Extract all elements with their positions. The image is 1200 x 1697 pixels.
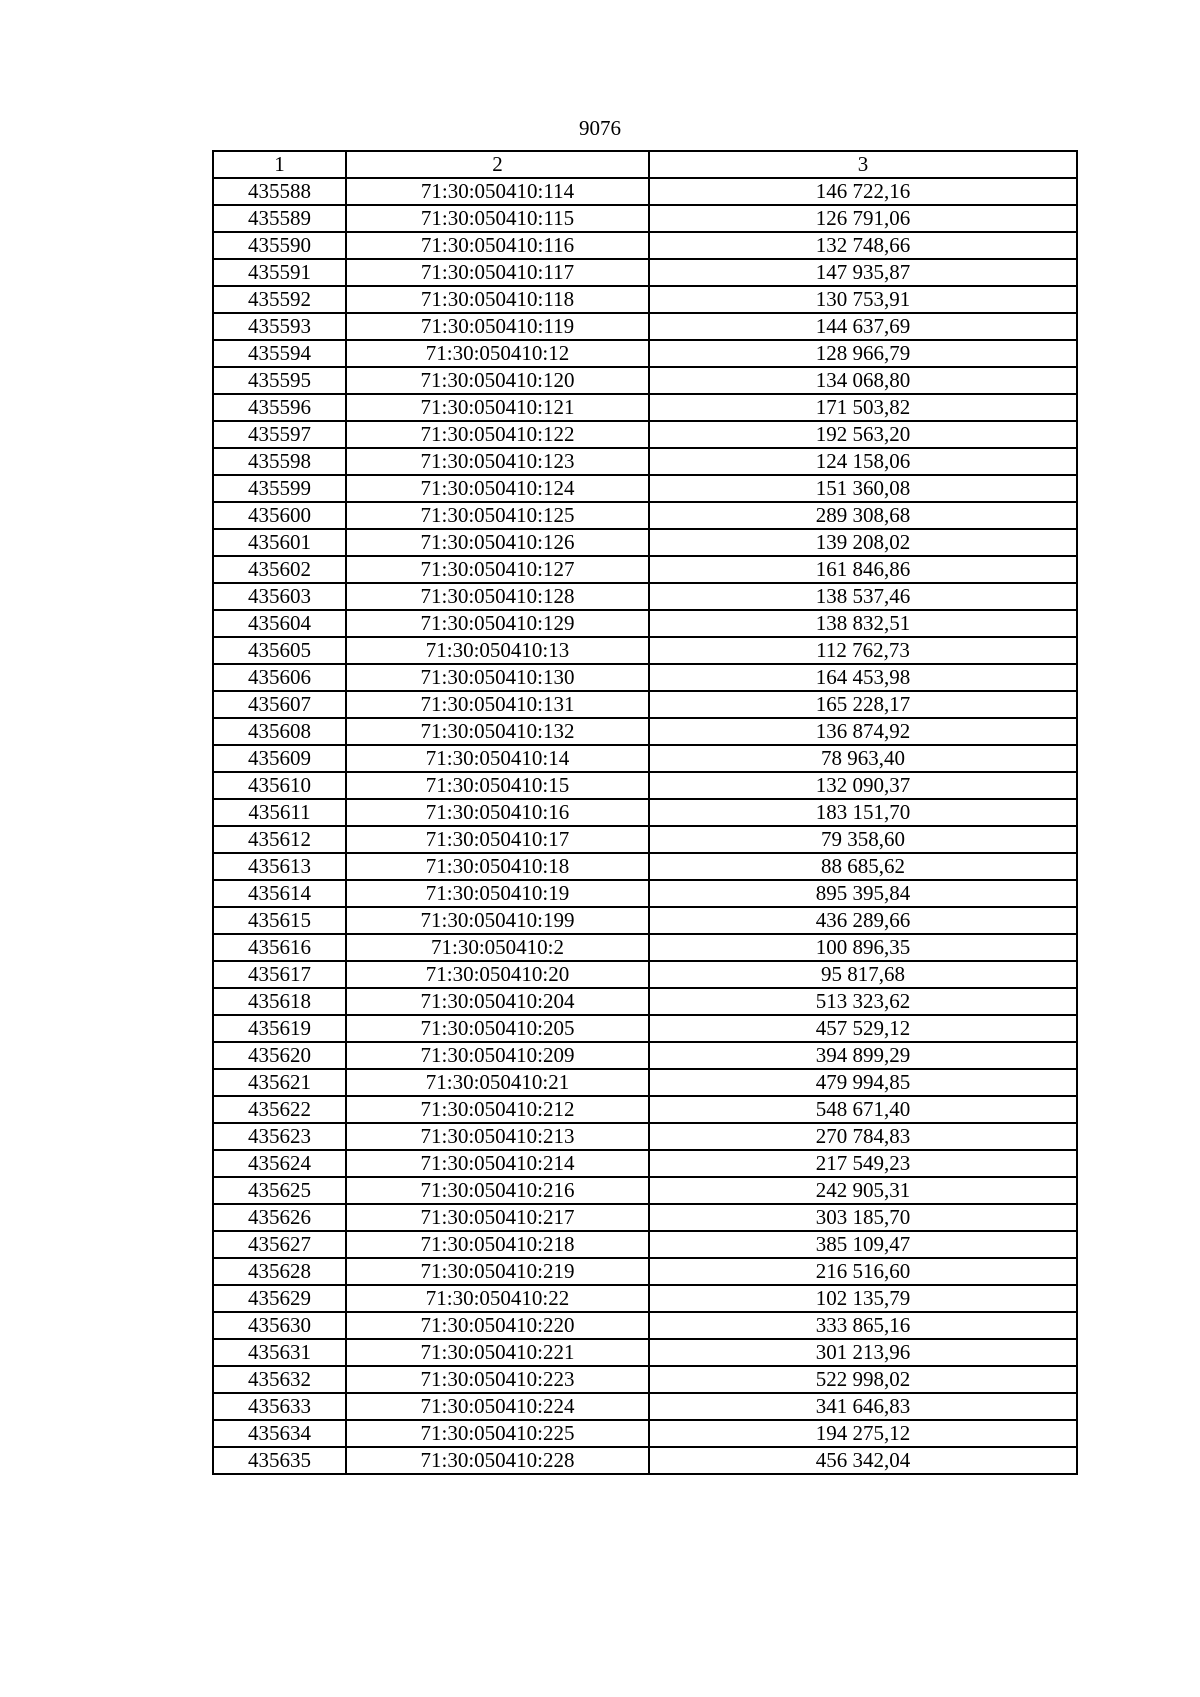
table-row <box>213 178 1077 205</box>
value-cell: 341 646,83 <box>649 1393 1077 1420</box>
cadastral-number-cell: 71:30:050410:115 <box>346 205 649 232</box>
cadastral-number-cell: 71:30:050410:127 <box>346 556 649 583</box>
row-number-cell: 435604 <box>213 610 346 637</box>
cadastral-number-cell: 71:30:050410:121 <box>346 394 649 421</box>
value-cell: 136 874,92 <box>649 718 1077 745</box>
table-row <box>213 961 1077 988</box>
table-row <box>213 1258 1077 1285</box>
table-row <box>213 1123 1077 1150</box>
table-row <box>213 1312 1077 1339</box>
value-cell: 895 395,84 <box>649 880 1077 907</box>
table-row <box>213 205 1077 232</box>
value-cell: 270 784,83 <box>649 1123 1077 1150</box>
table-row <box>213 1042 1077 1069</box>
row-number-cell: 435628 <box>213 1258 346 1285</box>
column-header-2: 2 <box>346 151 649 178</box>
cadastral-number-cell: 71:30:050410:19 <box>346 880 649 907</box>
cadastral-number-cell: 71:30:050410:132 <box>346 718 649 745</box>
table-row <box>213 556 1077 583</box>
table-header <box>213 151 1077 178</box>
row-number-cell: 435608 <box>213 718 346 745</box>
value-cell: 132 090,37 <box>649 772 1077 799</box>
table-row <box>213 988 1077 1015</box>
column-header-3: 3 <box>649 151 1077 178</box>
table-row <box>213 907 1077 934</box>
table-row <box>213 286 1077 313</box>
page-number: 9076 <box>579 116 621 140</box>
row-number-cell: 435592 <box>213 286 346 313</box>
cadastral-number-cell: 71:30:050410:130 <box>346 664 649 691</box>
table-row <box>213 1015 1077 1042</box>
table-row <box>213 421 1077 448</box>
value-cell: 144 637,69 <box>649 313 1077 340</box>
table-row <box>213 1447 1077 1474</box>
cadastral-number-cell: 71:30:050410:122 <box>346 421 649 448</box>
cadastral-number-cell: 71:30:050410:13 <box>346 637 649 664</box>
row-number-cell: 435635 <box>213 1447 346 1474</box>
value-cell: 124 158,06 <box>649 448 1077 475</box>
value-cell: 394 899,29 <box>649 1042 1077 1069</box>
value-cell: 138 537,46 <box>649 583 1077 610</box>
value-cell: 147 935,87 <box>649 259 1077 286</box>
row-number-cell: 435599 <box>213 475 346 502</box>
value-cell: 183 151,70 <box>649 799 1077 826</box>
value-cell: 102 135,79 <box>649 1285 1077 1312</box>
cadastral-number-cell: 71:30:050410:214 <box>346 1150 649 1177</box>
table-row <box>213 583 1077 610</box>
cadastral-number-cell: 71:30:050410:18 <box>346 853 649 880</box>
value-cell: 100 896,35 <box>649 934 1077 961</box>
table-row <box>213 880 1077 907</box>
table-row <box>213 799 1077 826</box>
header-row <box>213 151 1077 178</box>
table-row <box>213 637 1077 664</box>
cadastral-number-cell: 71:30:050410:224 <box>346 1393 649 1420</box>
row-number-cell: 435612 <box>213 826 346 853</box>
value-cell: 138 832,51 <box>649 610 1077 637</box>
table-row <box>213 367 1077 394</box>
cadastral-number-cell: 71:30:050410:120 <box>346 367 649 394</box>
row-number-cell: 435630 <box>213 1312 346 1339</box>
value-cell: 513 323,62 <box>649 988 1077 1015</box>
table-row <box>213 1231 1077 1258</box>
row-number-cell: 435611 <box>213 799 346 826</box>
row-number-cell: 435624 <box>213 1150 346 1177</box>
row-number-cell: 435623 <box>213 1123 346 1150</box>
value-cell: 522 998,02 <box>649 1366 1077 1393</box>
cadastral-number-cell: 71:30:050410:125 <box>346 502 649 529</box>
value-cell: 303 185,70 <box>649 1204 1077 1231</box>
table-row <box>213 1177 1077 1204</box>
row-number-cell: 435591 <box>213 259 346 286</box>
row-number-cell: 435615 <box>213 907 346 934</box>
value-cell: 385 109,47 <box>649 1231 1077 1258</box>
cadastral-number-cell: 71:30:050410:205 <box>346 1015 649 1042</box>
row-number-cell: 435610 <box>213 772 346 799</box>
cadastral-number-cell: 71:30:050410:228 <box>346 1447 649 1474</box>
table-row <box>213 1150 1077 1177</box>
cadastral-number-cell: 71:30:050410:225 <box>346 1420 649 1447</box>
table-row <box>213 1069 1077 1096</box>
cadastral-number-cell: 71:30:050410:14 <box>346 745 649 772</box>
table-row <box>213 232 1077 259</box>
cadastral-number-cell: 71:30:050410:221 <box>346 1339 649 1366</box>
cadastral-number-cell: 71:30:050410:119 <box>346 313 649 340</box>
value-cell: 134 068,80 <box>649 367 1077 394</box>
table-row <box>213 745 1077 772</box>
row-number-cell: 435597 <box>213 421 346 448</box>
row-number-cell: 435588 <box>213 178 346 205</box>
row-number-cell: 435590 <box>213 232 346 259</box>
value-cell: 479 994,85 <box>649 1069 1077 1096</box>
cadastral-number-cell: 71:30:050410:220 <box>346 1312 649 1339</box>
row-number-cell: 435602 <box>213 556 346 583</box>
value-cell: 217 549,23 <box>649 1150 1077 1177</box>
row-number-cell: 435617 <box>213 961 346 988</box>
cadastral-number-cell: 71:30:050410:17 <box>346 826 649 853</box>
cadastral-number-cell: 71:30:050410:216 <box>346 1177 649 1204</box>
cadastral-number-cell: 71:30:050410:16 <box>346 799 649 826</box>
cadastral-number-cell: 71:30:050410:20 <box>346 961 649 988</box>
table-row <box>213 1339 1077 1366</box>
table-row <box>213 502 1077 529</box>
table-row <box>213 853 1077 880</box>
value-cell: 457 529,12 <box>649 1015 1077 1042</box>
value-cell: 78 963,40 <box>649 745 1077 772</box>
data-table <box>212 150 1078 1475</box>
row-number-cell: 435616 <box>213 934 346 961</box>
table-row <box>213 1366 1077 1393</box>
table-row <box>213 394 1077 421</box>
row-number-cell: 435605 <box>213 637 346 664</box>
cadastral-number-cell: 71:30:050410:217 <box>346 1204 649 1231</box>
row-number-cell: 435601 <box>213 529 346 556</box>
cadastral-number-cell: 71:30:050410:209 <box>346 1042 649 1069</box>
table-body <box>213 178 1077 1474</box>
table-row <box>213 259 1077 286</box>
row-number-cell: 435632 <box>213 1366 346 1393</box>
cadastral-number-cell: 71:30:050410:199 <box>346 907 649 934</box>
table-row <box>213 475 1077 502</box>
row-number-cell: 435614 <box>213 880 346 907</box>
value-cell: 289 308,68 <box>649 502 1077 529</box>
cadastral-number-cell: 71:30:050410:126 <box>346 529 649 556</box>
value-cell: 132 748,66 <box>649 232 1077 259</box>
row-number-cell: 435607 <box>213 691 346 718</box>
cadastral-number-cell: 71:30:050410:212 <box>346 1096 649 1123</box>
row-number-cell: 435598 <box>213 448 346 475</box>
value-cell: 126 791,06 <box>649 205 1077 232</box>
cadastral-number-cell: 71:30:050410:223 <box>346 1366 649 1393</box>
value-cell: 171 503,82 <box>649 394 1077 421</box>
value-cell: 333 865,16 <box>649 1312 1077 1339</box>
table-row <box>213 1285 1077 1312</box>
row-number-cell: 435621 <box>213 1069 346 1096</box>
value-cell: 164 453,98 <box>649 664 1077 691</box>
cadastral-number-cell: 71:30:050410:118 <box>346 286 649 313</box>
row-number-cell: 435626 <box>213 1204 346 1231</box>
value-cell: 112 762,73 <box>649 637 1077 664</box>
value-cell: 192 563,20 <box>649 421 1077 448</box>
value-cell: 161 846,86 <box>649 556 1077 583</box>
row-number-cell: 435596 <box>213 394 346 421</box>
row-number-cell: 435589 <box>213 205 346 232</box>
table-row <box>213 826 1077 853</box>
row-number-cell: 435627 <box>213 1231 346 1258</box>
value-cell: 146 722,16 <box>649 178 1077 205</box>
table-row <box>213 448 1077 475</box>
cadastral-number-cell: 71:30:050410:213 <box>346 1123 649 1150</box>
row-number-cell: 435609 <box>213 745 346 772</box>
row-number-cell: 435606 <box>213 664 346 691</box>
cadastral-number-cell: 71:30:050410:15 <box>346 772 649 799</box>
table-row <box>213 1420 1077 1447</box>
cadastral-number-cell: 71:30:050410:219 <box>346 1258 649 1285</box>
cadastral-number-cell: 71:30:050410:2 <box>346 934 649 961</box>
table-row <box>213 691 1077 718</box>
value-cell: 139 208,02 <box>649 529 1077 556</box>
table-row <box>213 1393 1077 1420</box>
row-number-cell: 435595 <box>213 367 346 394</box>
table-row <box>213 610 1077 637</box>
value-cell: 165 228,17 <box>649 691 1077 718</box>
value-cell: 216 516,60 <box>649 1258 1077 1285</box>
row-number-cell: 435593 <box>213 313 346 340</box>
cadastral-number-cell: 71:30:050410:204 <box>346 988 649 1015</box>
cadastral-number-cell: 71:30:050410:218 <box>346 1231 649 1258</box>
cadastral-number-cell: 71:30:050410:124 <box>346 475 649 502</box>
row-number-cell: 435619 <box>213 1015 346 1042</box>
column-header-1: 1 <box>213 151 346 178</box>
value-cell: 95 817,68 <box>649 961 1077 988</box>
cadastral-number-cell: 71:30:050410:116 <box>346 232 649 259</box>
row-number-cell: 435600 <box>213 502 346 529</box>
table-row <box>213 529 1077 556</box>
cadastral-number-cell: 71:30:050410:12 <box>346 340 649 367</box>
cadastral-number-cell: 71:30:050410:117 <box>346 259 649 286</box>
row-number-cell: 435633 <box>213 1393 346 1420</box>
cadastral-number-cell: 71:30:050410:131 <box>346 691 649 718</box>
cadastral-number-cell: 71:30:050410:22 <box>346 1285 649 1312</box>
value-cell: 242 905,31 <box>649 1177 1077 1204</box>
cadastral-number-cell: 71:30:050410:129 <box>346 610 649 637</box>
table-row <box>213 1096 1077 1123</box>
row-number-cell: 435603 <box>213 583 346 610</box>
row-number-cell: 435618 <box>213 988 346 1015</box>
table-row <box>213 340 1077 367</box>
value-cell: 436 289,66 <box>649 907 1077 934</box>
row-number-cell: 435622 <box>213 1096 346 1123</box>
value-cell: 548 671,40 <box>649 1096 1077 1123</box>
row-number-cell: 435625 <box>213 1177 346 1204</box>
value-cell: 88 685,62 <box>649 853 1077 880</box>
table-row <box>213 664 1077 691</box>
table-row <box>213 934 1077 961</box>
value-cell: 194 275,12 <box>649 1420 1077 1447</box>
row-number-cell: 435613 <box>213 853 346 880</box>
cadastral-number-cell: 71:30:050410:114 <box>346 178 649 205</box>
value-cell: 456 342,04 <box>649 1447 1077 1474</box>
value-cell: 128 966,79 <box>649 340 1077 367</box>
table-row <box>213 1204 1077 1231</box>
row-number-cell: 435620 <box>213 1042 346 1069</box>
value-cell: 79 358,60 <box>649 826 1077 853</box>
table-row <box>213 313 1077 340</box>
cadastral-number-cell: 71:30:050410:128 <box>346 583 649 610</box>
value-cell: 301 213,96 <box>649 1339 1077 1366</box>
table-row <box>213 718 1077 745</box>
table-row <box>213 772 1077 799</box>
row-number-cell: 435594 <box>213 340 346 367</box>
value-cell: 151 360,08 <box>649 475 1077 502</box>
row-number-cell: 435634 <box>213 1420 346 1447</box>
row-number-cell: 435629 <box>213 1285 346 1312</box>
cadastral-number-cell: 71:30:050410:21 <box>346 1069 649 1096</box>
value-cell: 130 753,91 <box>649 286 1077 313</box>
cadastral-number-cell: 71:30:050410:123 <box>346 448 649 475</box>
row-number-cell: 435631 <box>213 1339 346 1366</box>
